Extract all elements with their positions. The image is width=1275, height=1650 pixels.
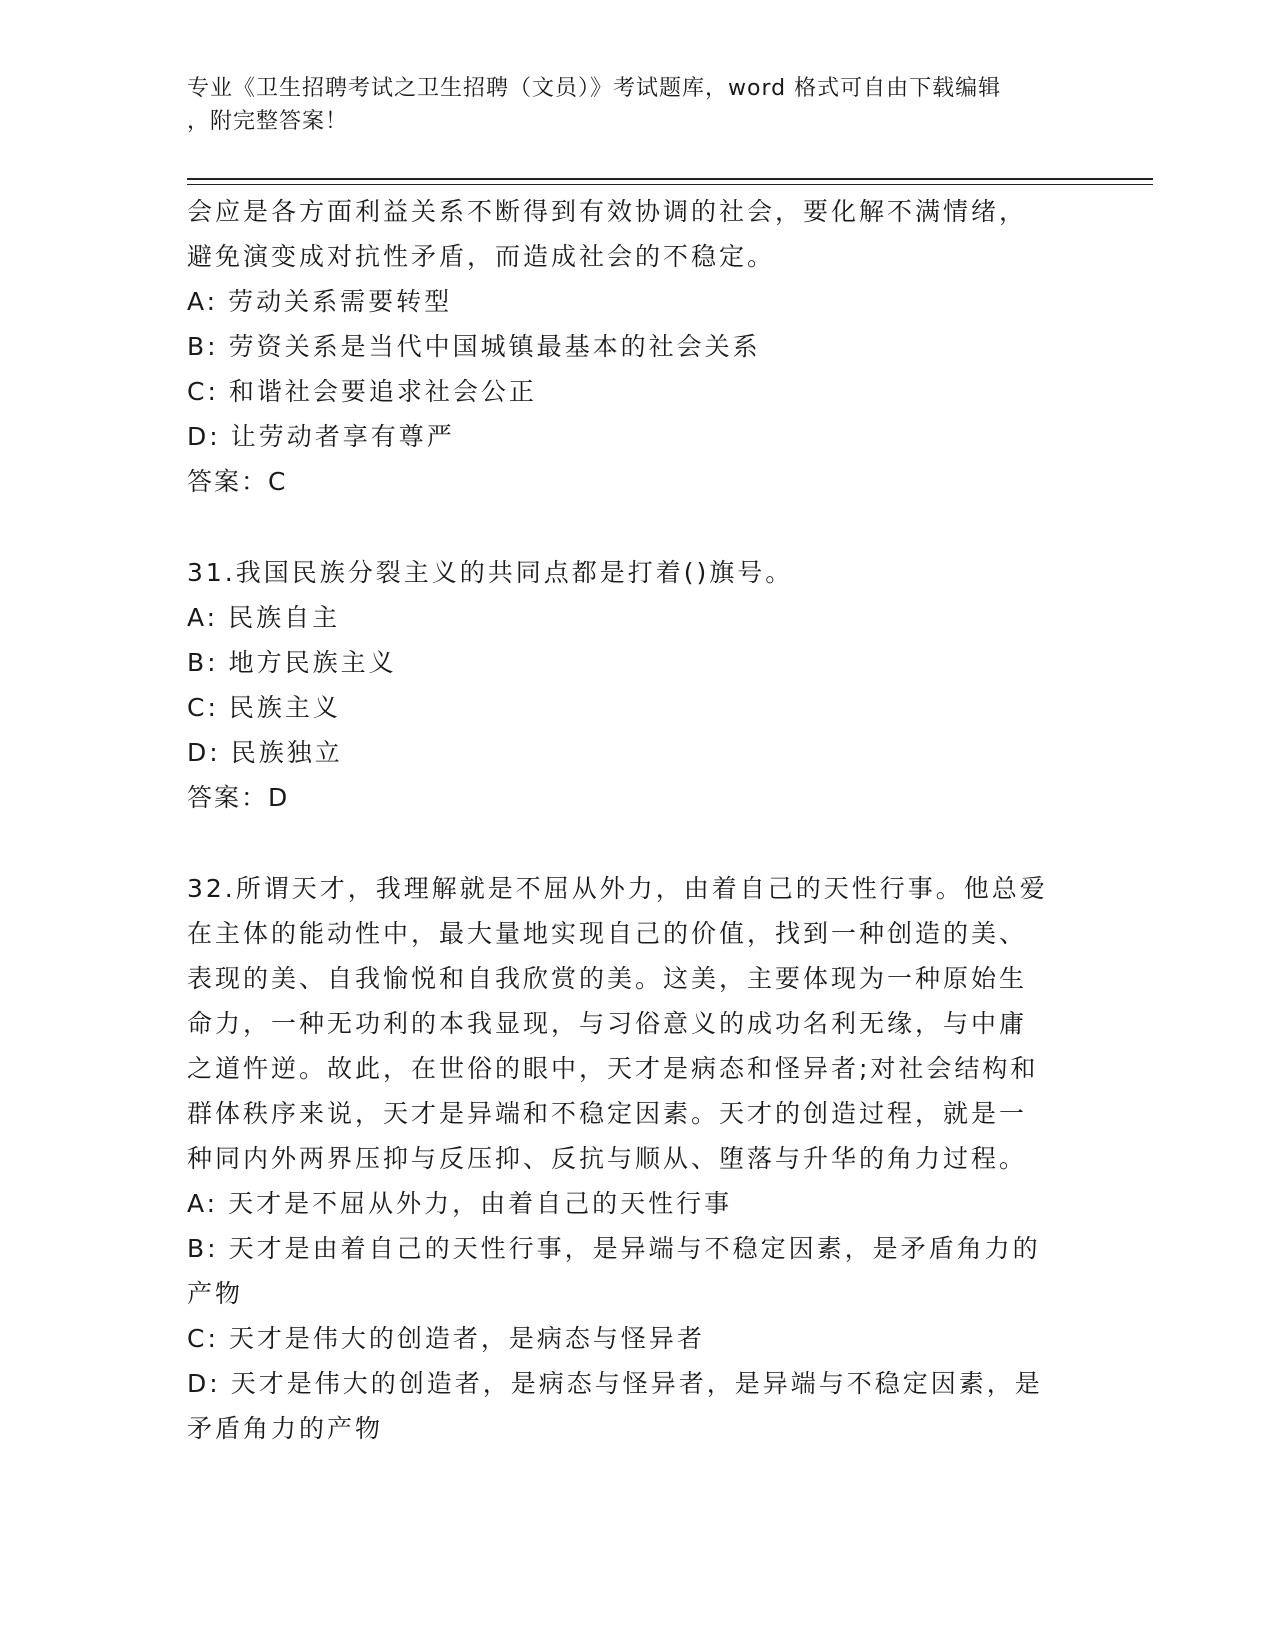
question-32-stem-line-1: 32.所谓天才，我理解就是不屈从外力，由着自己的天性行事。他总爱 — [187, 874, 1048, 903]
option-label: B: — [187, 648, 219, 677]
question-31-answer: 答案：D — [187, 783, 290, 812]
question-32-option-a — [187, 1181, 1087, 1226]
option-text: 天才是由着自己的天性行事，是异端与不稳定因素，是矛盾角力的 — [228, 1234, 1041, 1263]
option-text: 让劳动者享有尊严 — [230, 422, 455, 451]
question-32-stem-line-4: 命力，一种无功利的本我显现，与习俗意义的成功名利无缘，与中庸 — [187, 1009, 1028, 1038]
question-30-option-d — [187, 414, 1087, 459]
header-rule-top — [187, 178, 1153, 180]
question-32-stem-line-6: 群体秩序来说，天才是异端和不稳定因素。天才的创造过程，就是一 — [187, 1099, 1028, 1128]
option-label: C: — [187, 377, 219, 406]
option-text: 民族独立 — [230, 738, 343, 767]
header-line-2: ，附完整答案！ — [187, 109, 349, 134]
question-32-option-b — [187, 1226, 1087, 1271]
question-30-answer: 答案：C — [187, 467, 288, 496]
question-31-option-d — [187, 730, 1087, 775]
option-text: 民族主义 — [228, 693, 341, 722]
question-31-stem: 31.我国民族分裂主义的共同点都是打着()旗号。 — [187, 558, 794, 587]
question-30-option-c — [187, 369, 1087, 414]
question-32-option-d — [187, 1361, 1087, 1406]
question-30-option-b — [187, 324, 1087, 369]
option-text: 地方民族主义 — [228, 648, 397, 677]
option-label: A: — [187, 287, 219, 316]
header-line-1: 专业《卫生招聘考试之卫生招聘（文员）》考试题库，word 格式可自由下载编辑 — [187, 76, 1002, 101]
option-text: 和谐社会要追求社会公正 — [228, 377, 537, 406]
option-label: A: — [187, 603, 219, 632]
option-label: D: — [187, 422, 221, 451]
option-text: 民族自主 — [228, 603, 341, 632]
question-30-stem-line-1: 会应是各方面利益关系不断得到有效协调的社会，要化解不满情绪， — [187, 197, 1028, 226]
question-31-option-b — [187, 640, 1087, 685]
option-text: 天才是伟大的创造者，是病态与怪异者，是异端与不稳定因素，是 — [230, 1369, 1043, 1398]
option-label: B: — [187, 332, 219, 361]
question-30 — [187, 189, 1087, 504]
question-32 — [187, 866, 1087, 1451]
question-32-stem-line-2: 在主体的能动性中，最大量地实现自己的价值，找到一种创造的美、 — [187, 919, 1028, 948]
question-32-stem-line-7: 种同内外两界压抑与反压抑、反抗与顺从、堕落与升华的角力过程。 — [187, 1144, 1028, 1173]
option-label: D: — [187, 738, 221, 767]
option-label: A: — [187, 1189, 219, 1218]
option-label: C: — [187, 693, 219, 722]
spacer — [187, 504, 1087, 550]
option-label: D: — [187, 1369, 221, 1398]
question-32-option-c — [187, 1316, 1087, 1361]
option-label: C: — [187, 1324, 219, 1353]
option-text: 天才是伟大的创造者，是病态与怪异者 — [228, 1324, 705, 1353]
option-text: 劳动关系需要转型 — [228, 287, 453, 316]
question-content — [187, 189, 1087, 1451]
question-32-option-b-continued: 产物 — [187, 1279, 244, 1308]
option-label: B: — [187, 1234, 219, 1263]
question-32-option-d-continued: 矛盾角力的产物 — [187, 1414, 384, 1443]
question-31-option-a — [187, 595, 1087, 640]
spacer — [187, 820, 1087, 866]
option-text: 天才是不屈从外力，由着自己的天性行事 — [228, 1189, 733, 1218]
page-header — [187, 72, 1067, 138]
header-rule-bottom — [187, 184, 1153, 185]
option-text: 劳资关系是当代中国城镇最基本的社会关系 — [228, 332, 761, 361]
question-30-stem-line-2: 避免演变成对抗性矛盾，而造成社会的不稳定。 — [187, 242, 776, 271]
question-31-option-c — [187, 685, 1087, 730]
question-32-stem-line-5: 之道忤逆。故此，在世俗的眼中，天才是病态和怪异者;对社会结构和 — [187, 1054, 1039, 1083]
question-31 — [187, 550, 1087, 820]
question-30-option-a — [187, 279, 1087, 324]
question-32-stem-line-3: 表现的美、自我愉悦和自我欣赏的美。这美，主要体现为一种原始生 — [187, 964, 1028, 993]
